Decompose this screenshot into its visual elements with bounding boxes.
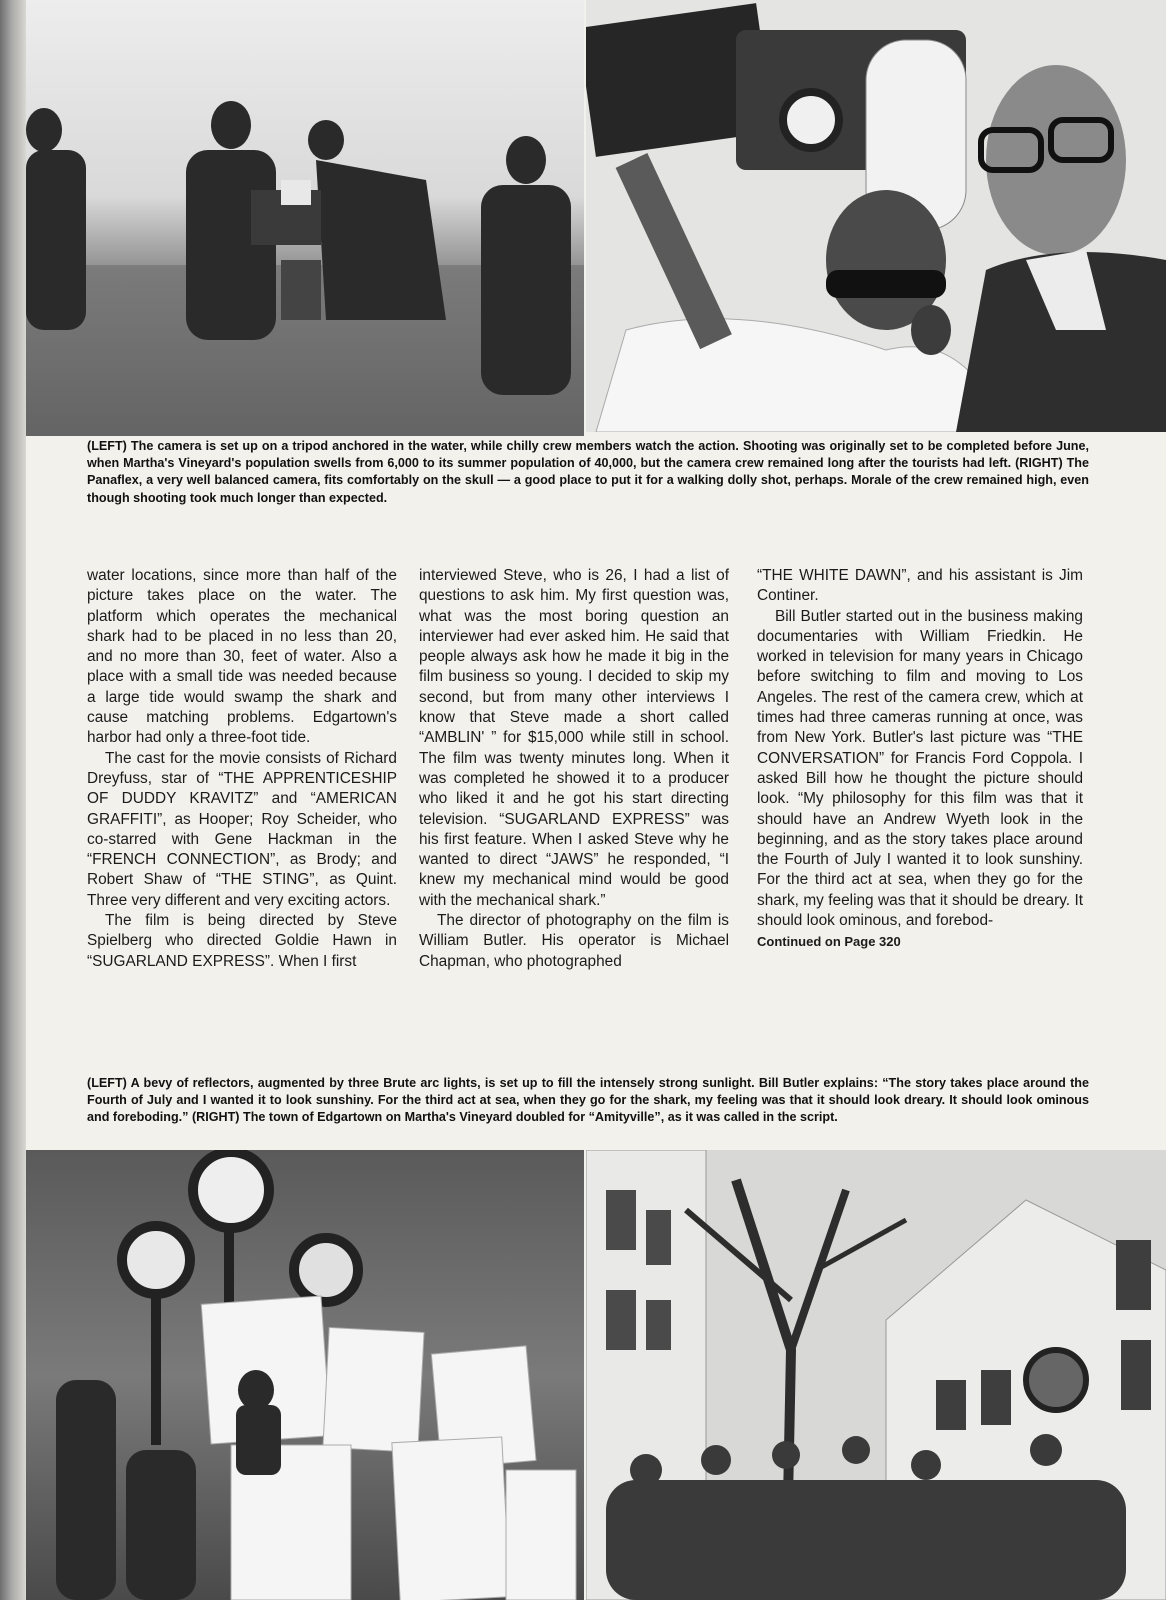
continued-on-page-link[interactable]: Continued on Page 320 xyxy=(757,934,901,950)
top-photo-caption: (LEFT) The camera is set up on a tripod anchored in the water, while chilly crew members watch the action. Shooting was originally set to be completed before June, when Martha's Vineyard's population swells from 6,000 to its summer population of 40,000, but the camera crew remained long after the tourists had left. (RIGHT) The Panaflex, a very well balanced camera, fits comfortably on the skull — a good place to put it for a walking dolly shot, perhaps. Morale of the crew remained high, even though shooting took much longer than expected. xyxy=(87,439,1089,505)
col2-paragraph: interviewed Steve, who is 26, I had a list of questions to ask him. My first question was, what was the most boring question an interviewer had ever asked him. He said that people always ask how he made it big in the film business so young. I decided to skip my second, but from many other interviews I know that Steve made a short called “AMBLIN' ” for $15,000 while still in school. The film was twenty minutes long. When it was completed he showed it to a producer who liked it and he got his start directing television. “SUGARLAND EXPRESS” was his first feature. When I asked Steve why he wanted to direct “JAWS” he responded, “I knew my mechanical mind would be good with the mechanical shark.” xyxy=(419,567,729,909)
col3-paragraph: “THE WHITE DAWN”, and his assistant is Jim Continer. xyxy=(757,567,1083,605)
col2-paragraph: The director of photography on the film is William Butler. His operator is Michael Chapman, who photographed xyxy=(419,912,729,970)
edgartown-street-photo xyxy=(586,1150,1166,1600)
col1-paragraph: water locations, since more than half of the picture takes place on the water. The platform which operates the mechanical shark had to be placed in no less than 20, and no more than 30, feet of water. Also a place with a small tide was needed because a large tide would swamp the shark and cause matching problems. Edgartown's harbor had only a three-foot tide. xyxy=(87,567,397,747)
water-crew-photo xyxy=(26,0,584,436)
article-column-2 xyxy=(419,566,729,972)
article-column-3 xyxy=(757,566,1083,953)
reflectors-arc-lights-photo xyxy=(26,1150,584,1600)
col1-paragraph: The cast for the movie consists of Richard Dreyfuss, star of “THE APPRENTICESHIP OF DUDDY KRAVITZ” and “AMERICAN GRAFFITI”, as Hooper; Roy Scheider, who co-starred with Gene Hackman in the “FRENCH CONNECTION”, as Brody; and Robert Shaw of “THE STING”, as Quint. Three very different and very exciting actors. xyxy=(87,749,397,909)
col1-paragraph: The film is being directed by Steve Spielberg who directed Goldie Hawn in “SUGARLAND EXPRESS”. When I first xyxy=(87,912,397,970)
panaflex-camera-photo xyxy=(586,0,1166,432)
article-column-1 xyxy=(87,566,397,972)
col3-paragraph: Bill Butler started out in the business making documentaries with William Friedkin. He worked in television for many years in Chicago before switching to film and moving to Los Angeles. The rest of the camera crew, which at times had three cameras running at once, was from New York. Butler's last picture was “THE CONVERSATION” for Francis Ford Coppola. I asked Bill how he thought the picture should look. “My philosophy for this film was that it should have an Andrew Wyeth look in the beginning, and as the story takes place around the Fourth of July I wanted it to look sunshiny. For the third act at sea, when they go for the shark, my feeling was that it should be dreary. It should look ominous, and forebod- xyxy=(757,607,1083,930)
bottom-photo-caption: (LEFT) A bevy of reflectors, augmented by three Brute arc lights, is set up to fill the intensely strong sunlight. Bill Butler explains: “The story takes place around the Fourth of July and I wanted it to look sunshiny. For the third act at sea, when they go for the shark, my feeling was that it should look dreary. It should look ominous and foreboding.” (RIGHT) The town of Edgartown on Martha's Vineyard doubled for “Amityville”, as it was called in the script. xyxy=(87,1076,1089,1125)
page-binding-edge xyxy=(0,0,26,1600)
